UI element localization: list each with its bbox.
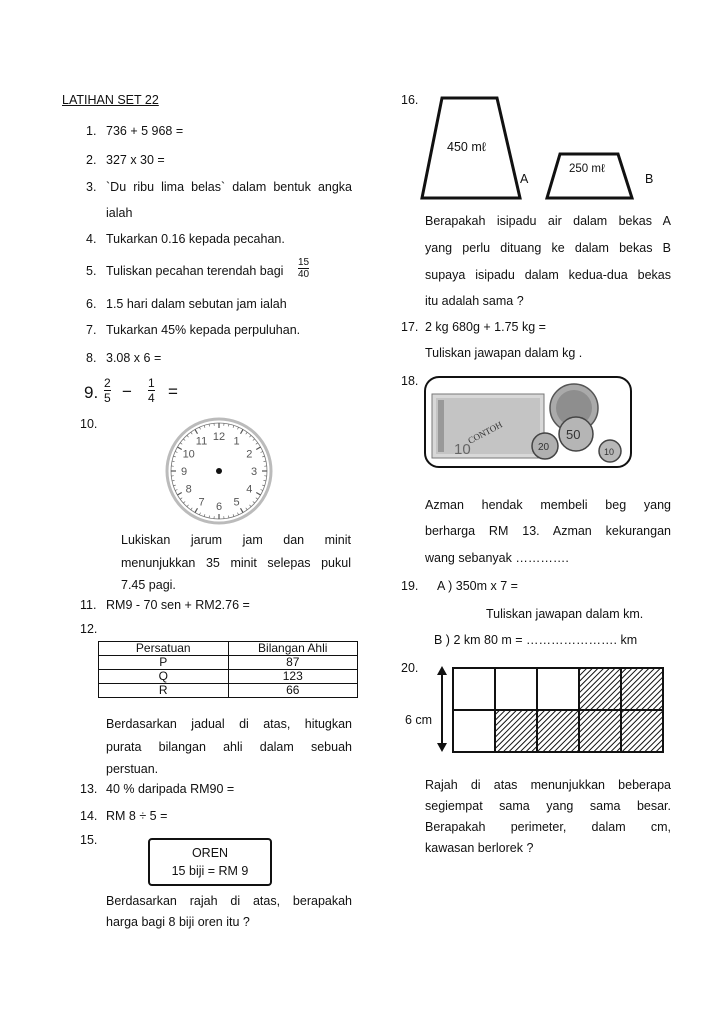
q9-a-numerator: 2 bbox=[104, 376, 111, 390]
q13-text: 40 % daripada RM90 = bbox=[106, 782, 235, 796]
shaded-square bbox=[621, 710, 663, 752]
q18-text-line3: wang sebanyak …………. bbox=[425, 551, 569, 565]
q9-number: 9. bbox=[84, 383, 99, 402]
coin-50-value: 50 bbox=[566, 427, 581, 442]
q4-text: Tukarkan 0.16 kepada pecahan. bbox=[106, 232, 285, 246]
q15-text-line2: harga bagi 8 biji oren itu ? bbox=[106, 915, 250, 929]
q7-number: 7. bbox=[86, 323, 97, 337]
table-cell: 87 bbox=[228, 656, 358, 670]
q6-number: 6. bbox=[86, 297, 97, 311]
table-row bbox=[99, 656, 358, 670]
table-cell: 66 bbox=[228, 684, 358, 698]
grid-square bbox=[453, 668, 495, 710]
q16-volume-b: 250 mℓ bbox=[569, 163, 605, 175]
q16-text-line3: supaya isipadu dalam kedua-dua bekas bbox=[425, 268, 671, 282]
q20-number: 20. bbox=[401, 661, 419, 675]
q12-text-line2: purata bilangan ahli dalam sebuah bbox=[106, 740, 352, 754]
clock-number: 6 bbox=[215, 501, 223, 513]
q18-number: 18. bbox=[401, 374, 419, 388]
clock-number: 5 bbox=[233, 496, 240, 509]
q12-number: 12. bbox=[80, 622, 98, 636]
q1-text: 736 + 5 968 = bbox=[106, 124, 184, 138]
q15-number: 15. bbox=[80, 833, 98, 847]
shaded-square bbox=[621, 668, 663, 710]
q3-number: 3. bbox=[86, 180, 97, 194]
q15-box-line: 15 biji = RM 9 bbox=[171, 864, 249, 878]
clock-number: 2 bbox=[246, 448, 253, 461]
table-row bbox=[99, 684, 358, 698]
banknote-value: 10 bbox=[454, 441, 471, 458]
q5-numerator: 15 bbox=[298, 257, 310, 268]
clock-number: 7 bbox=[198, 496, 205, 509]
q10-text-line2: menunjukkan 35 minit selepas pukul bbox=[121, 556, 351, 570]
q3-text-line1: `Du ribu lima belas` dalam bentuk angka bbox=[106, 180, 352, 194]
q16-text-line4: itu adalah sama ? bbox=[425, 294, 524, 308]
q7-text: Tukarkan 45% kepada perpuluhan. bbox=[106, 323, 301, 337]
q10-text-line3: 7.45 pagi. bbox=[121, 578, 176, 592]
q9-b-numerator: 1 bbox=[148, 376, 155, 390]
q9-a-denominator: 5 bbox=[104, 391, 111, 405]
q20-text-line3: Berapakah perimeter, dalam cm, bbox=[425, 820, 671, 834]
grid-square bbox=[453, 710, 495, 752]
q10-text-line1: Lukiskan jarum jam dan minit bbox=[121, 533, 351, 547]
worksheet-title: LATIHAN SET 22 bbox=[62, 93, 159, 107]
q1-number: 1. bbox=[86, 124, 97, 138]
q19-part-a: A ) 350m x 7 = bbox=[437, 579, 518, 593]
q16-text-line2: yang perlu dituang ke dalam bekas B bbox=[425, 241, 671, 255]
clock-center bbox=[216, 468, 222, 474]
q20-text-line1: Rajah di atas menunjukkan beberapa bbox=[425, 778, 671, 792]
table-row bbox=[99, 670, 358, 684]
q3-text-line2: ialah bbox=[106, 206, 133, 220]
q10-number: 10. bbox=[80, 417, 98, 431]
arrow-up-icon bbox=[437, 666, 447, 675]
q14-text: RM 8 ÷ 5 = bbox=[106, 809, 168, 823]
q12-table bbox=[98, 641, 358, 698]
q5-denominator: 40 bbox=[298, 269, 310, 280]
q16-label-b: B bbox=[645, 172, 654, 186]
q17-number: 17. bbox=[401, 320, 419, 334]
q6-text: 1.5 hari dalam sebutan jam ialah bbox=[106, 297, 287, 311]
clock-number: 4 bbox=[246, 483, 253, 496]
q17-text-line2: Tuliskan jawapan dalam kg . bbox=[425, 346, 583, 360]
q20-text-line2: segiempat sama yang sama besar. bbox=[425, 799, 671, 813]
table-header-cell: Persatuan bbox=[99, 642, 229, 656]
container-b bbox=[547, 154, 632, 198]
table-cell: 123 bbox=[228, 670, 358, 684]
q18-money-picture bbox=[424, 376, 632, 468]
coin-10-value: 10 bbox=[604, 447, 615, 457]
table-cell: Q bbox=[99, 670, 229, 684]
q2-number: 2. bbox=[86, 153, 97, 167]
q20-side-label: 6 cm bbox=[405, 713, 433, 727]
q9-fraction-b bbox=[148, 376, 155, 405]
q15-text-line1: Berdasarkan rajah di atas, berapakah bbox=[106, 894, 352, 908]
q12-text-line1: Berdasarkan jadual di atas, hitugkan bbox=[106, 717, 352, 731]
q11-text: RM9 - 70 sen + RM2.76 = bbox=[106, 598, 250, 612]
q19-part-b: B ) 2 km 80 m = …………………. km bbox=[434, 633, 638, 647]
q5-number: 5. bbox=[86, 264, 97, 278]
q12-text-line3: perstuan. bbox=[106, 762, 159, 776]
q19-part-a-line2: Tuliskan jawapan dalam km. bbox=[486, 607, 644, 621]
shaded-square bbox=[579, 710, 621, 752]
q20-grid-diagram bbox=[398, 664, 668, 754]
q17-text: 2 kg 680g + 1.75 kg = bbox=[425, 320, 546, 334]
shaded-square bbox=[495, 710, 537, 752]
q18-text-line2: berharga RM 13. Azman kekurangan bbox=[425, 524, 671, 538]
q9-equals: = bbox=[168, 382, 178, 401]
q9-minus: − bbox=[122, 382, 132, 401]
table-header-cell: Bilangan Ahli bbox=[228, 642, 358, 656]
table-cell: R bbox=[99, 684, 229, 698]
q14-number: 14. bbox=[80, 809, 98, 823]
clock-number: 8 bbox=[185, 483, 192, 496]
q19-number: 19. bbox=[401, 579, 419, 593]
q16-text-line1: Berapakah isipadu air dalam bekas A bbox=[425, 214, 671, 228]
shaded-square bbox=[579, 668, 621, 710]
clock-number: 1 bbox=[233, 435, 240, 448]
q15-box-title: OREN bbox=[191, 846, 229, 860]
shaded-square bbox=[537, 710, 579, 752]
q20-text-line4: kawasan berlorek ? bbox=[425, 841, 534, 855]
q9-b-denominator: 4 bbox=[148, 391, 155, 405]
grid-square bbox=[495, 668, 537, 710]
clock-number: 3 bbox=[250, 466, 258, 478]
q5-text: Tuliskan pecahan terendah bagi bbox=[106, 264, 284, 278]
arrow-down-icon bbox=[437, 743, 447, 752]
contoh-stamp: CONTOH bbox=[466, 419, 504, 446]
q4-number: 4. bbox=[86, 232, 97, 246]
q11-number: 11. bbox=[80, 598, 97, 612]
q16-label-a: A bbox=[520, 172, 529, 186]
q16-volume-a: 450 mℓ bbox=[447, 140, 486, 154]
q9-fraction-a bbox=[104, 376, 111, 405]
clock-number: 10 bbox=[182, 448, 195, 461]
q15-price-box bbox=[148, 838, 272, 886]
q16-number: 16. bbox=[401, 93, 419, 107]
q8-number: 8. bbox=[86, 351, 97, 365]
grid-square bbox=[537, 668, 579, 710]
clock-face bbox=[164, 416, 274, 526]
clock-number: 9 bbox=[180, 466, 188, 478]
q8-text: 3.08 x 6 = bbox=[106, 351, 162, 365]
table-cell: P bbox=[99, 656, 229, 670]
q13-number: 13. bbox=[80, 782, 98, 796]
q2-text: 327 x 30 = bbox=[106, 153, 165, 167]
clock-number: 11 bbox=[195, 435, 208, 448]
clock-number: 12 bbox=[212, 431, 226, 443]
q5-fraction bbox=[298, 257, 309, 280]
table-header-row bbox=[99, 642, 358, 656]
q18-text-line1: Azman hendak membeli beg yang bbox=[425, 498, 671, 512]
coin-20-value: 20 bbox=[538, 442, 550, 453]
